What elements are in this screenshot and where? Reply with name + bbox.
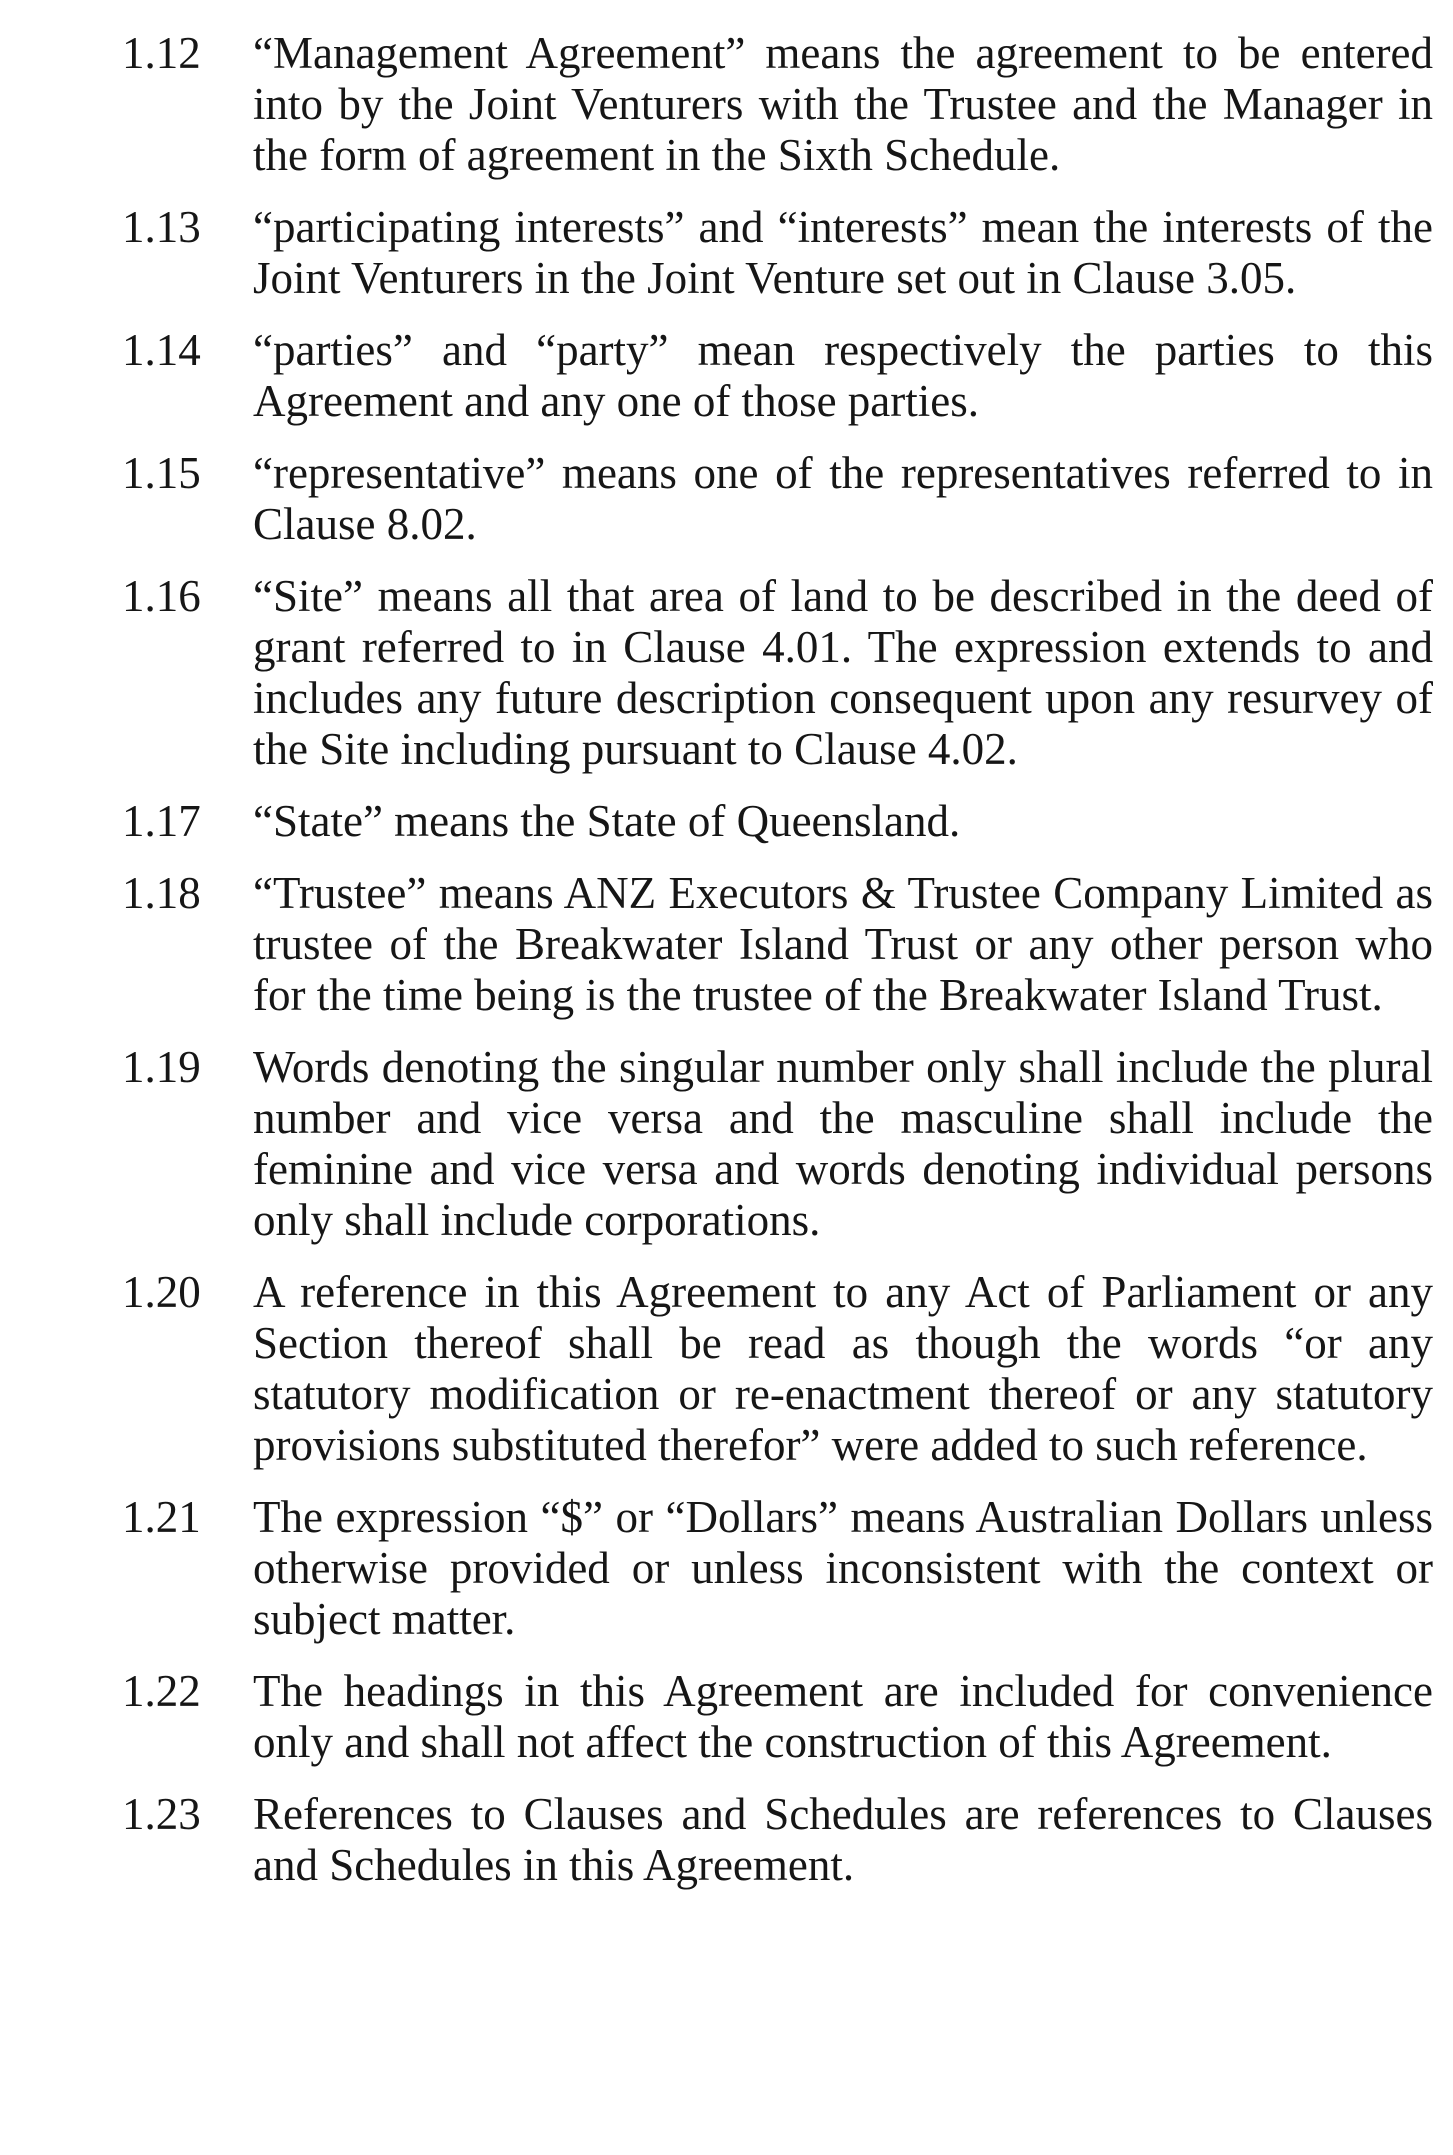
clause-text: “representative” means one of the representatives referred to in Clause 8.02.	[253, 448, 1433, 549]
clause-1-17	[122, 796, 1432, 847]
clause-1-12	[122, 28, 1432, 181]
clause-number: 1.14	[122, 325, 201, 375]
clause-text: References to Clauses and Schedules are references to Clauses and Schedules in this Agreement.	[253, 1789, 1433, 1890]
clause-1-16	[122, 571, 1432, 775]
clause-text: “participating interests” and “interests” mean the interests of the Joint Venturers in the Joint Venture set out in Clause 3.05.	[253, 202, 1433, 303]
clause-number: 1.13	[122, 202, 201, 252]
clause-text: The expression “$” or “Dollars” means Australian Dollars unless otherwise provided or unless inconsistent with the context or subject matter.	[253, 1492, 1433, 1644]
clause-1-20	[122, 1267, 1432, 1471]
clause-text: “State” means the State of Queensland.	[253, 796, 961, 846]
clause-1-22	[122, 1666, 1432, 1768]
clause-1-15	[122, 448, 1432, 550]
clause-1-13	[122, 202, 1432, 304]
clause-number: 1.21	[122, 1492, 201, 1542]
clause-text: “Site” means all that area of land to be described in the deed of grant referred to in Clause 4.01. The expression extends to and includes any future description consequent upon any resurvey of the Site including pursuant to Clause 4.02.	[253, 571, 1433, 774]
clause-text: “Trustee” means ANZ Executors & Trustee Company Limited as trustee of the Breakwater Island Trust or any other person who for the time being is the trustee of the Breakwater Island Trust.	[253, 868, 1433, 1020]
clause-1-18	[122, 868, 1432, 1021]
clause-1-14	[122, 325, 1432, 427]
clause-number: 1.20	[122, 1267, 201, 1317]
clause-1-19	[122, 1042, 1432, 1246]
clause-number: 1.12	[122, 28, 201, 78]
clause-number: 1.23	[122, 1789, 201, 1839]
clause-number: 1.19	[122, 1042, 201, 1092]
clause-number: 1.16	[122, 571, 201, 621]
clause-1-23	[122, 1789, 1432, 1891]
clause-number: 1.15	[122, 448, 201, 498]
clause-number: 1.22	[122, 1666, 201, 1716]
clause-text: The headings in this Agreement are included for convenience only and shall not affect the construction of this Agreement.	[253, 1666, 1433, 1767]
clause-number: 1.18	[122, 868, 201, 918]
clause-list	[122, 28, 1432, 1912]
clause-number: 1.17	[122, 796, 201, 846]
clause-text: Words denoting the singular number only shall include the plural number and vice versa and the masculine shall include the feminine and vice versa and words denoting individual persons only shall include corporations.	[253, 1042, 1433, 1245]
clause-text: “Management Agreement” means the agreement to be entered into by the Joint Venturers with the Trustee and the Manager in the form of agreement in the Sixth Schedule.	[253, 28, 1433, 180]
clause-1-21	[122, 1492, 1432, 1645]
clause-text: A reference in this Agreement to any Act of Parliament or any Section thereof shall be read as though the words “or any statutory modification or re-enactment thereof or any statutory provisions substituted therefor” were added to such reference.	[253, 1267, 1433, 1470]
clause-text: “parties” and “party” mean respectively the parties to this Agreement and any one of those parties.	[253, 325, 1433, 426]
